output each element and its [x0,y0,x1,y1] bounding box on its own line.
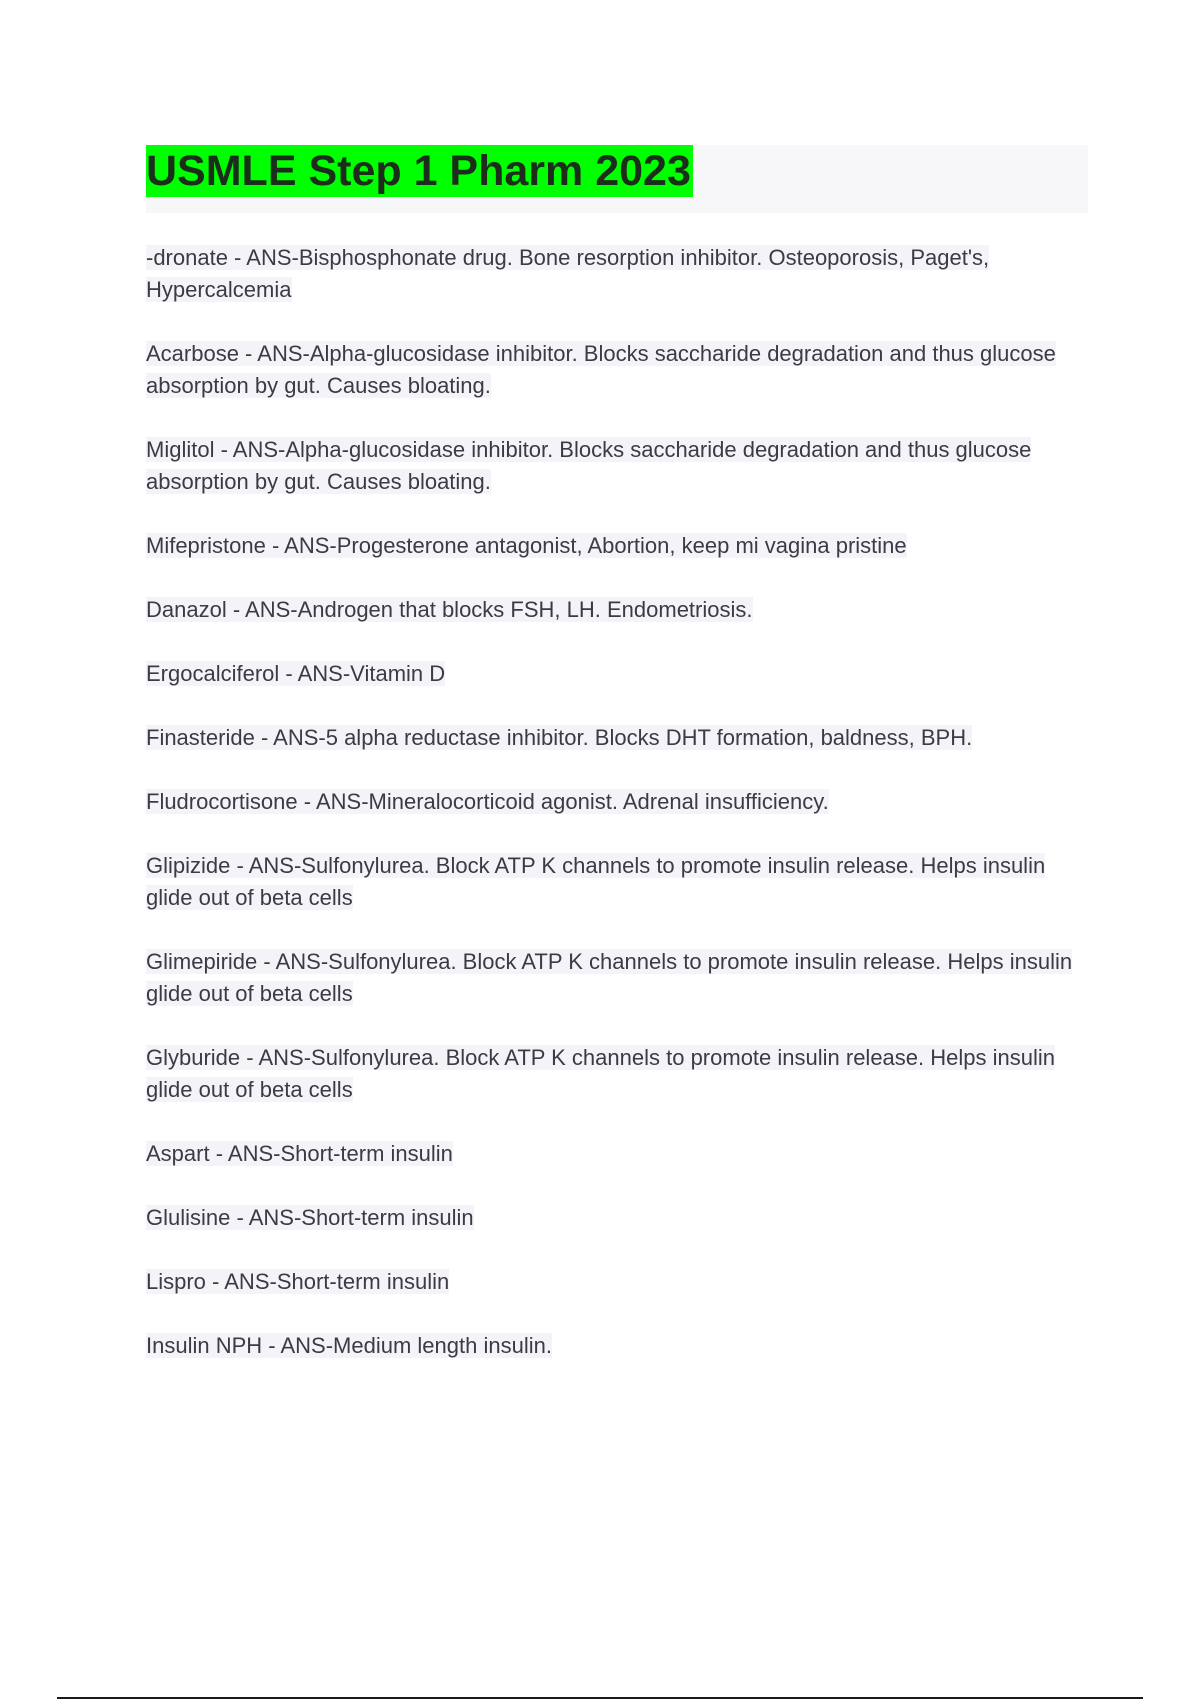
entry-item [146,658,1086,690]
entry-text: Acarbose - ANS-Alpha-glucosidase inhibitor. Blocks saccharide degradation and thus glucose absorption by gut. Causes bloating. [146,341,1056,398]
entry-item [146,1330,1086,1362]
entry-text: Miglitol - ANS-Alpha-glucosidase inhibitor. Blocks saccharide degradation and thus glucose absorption by gut. Causes bloating. [146,437,1032,494]
entry-item [146,722,1086,754]
entry-item [146,850,1086,914]
entry-item [146,1042,1086,1106]
entry-item [146,1266,1086,1298]
entry-text: Aspart - ANS-Short-term insulin [146,1141,453,1166]
entry-item [146,594,1086,626]
entry-text: Glulisine - ANS-Short-term insulin [146,1205,474,1230]
entry-text: Finasteride - ANS-5 alpha reductase inhibitor. Blocks DHT formation, baldness, BPH. [146,725,973,750]
entry-text: Lispro - ANS-Short-term insulin [146,1269,450,1294]
entry-item [146,338,1086,402]
entry-text: Insulin NPH - ANS-Medium length insulin. [146,1333,552,1358]
entry-item [146,434,1086,498]
entry-text: Danazol - ANS-Androgen that blocks FSH, LH. Endometriosis. [146,597,753,622]
entry-text: Glimepiride - ANS-Sulfonylurea. Block ATP K channels to promote insulin release. Helps insulin glide out of beta cells [146,949,1073,1006]
entry-item [146,786,1086,818]
entry-item [146,1202,1086,1234]
entry-text: Ergocalciferol - ANS-Vitamin D [146,661,446,686]
entry-text: Glipizide - ANS-Sulfonylurea. Block ATP K channels to promote insulin release. Helps insulin glide out of beta cells [146,853,1046,910]
entry-item [146,1138,1086,1170]
footer-rule [57,1697,1143,1699]
entry-text: Glyburide - ANS-Sulfonylurea. Block ATP K channels to promote insulin release. Helps insulin glide out of beta cells [146,1045,1055,1102]
entry-text: Mifepristone - ANS-Progesterone antagonist, Abortion, keep mi vagina pristine [146,533,907,558]
entry-item [146,530,1086,562]
entry-item [146,946,1086,1010]
document-title: USMLE Step 1 Pharm 2023 [146,147,691,195]
entry-item [146,242,1086,306]
entry-text: Fludrocortisone - ANS-Mineralocorticoid agonist. Adrenal insufficiency. [146,789,829,814]
entry-text: -dronate - ANS-Bisphosphonate drug. Bone resorption inhibitor. Osteoporosis, Paget's, Hypercalcemia [146,245,990,302]
